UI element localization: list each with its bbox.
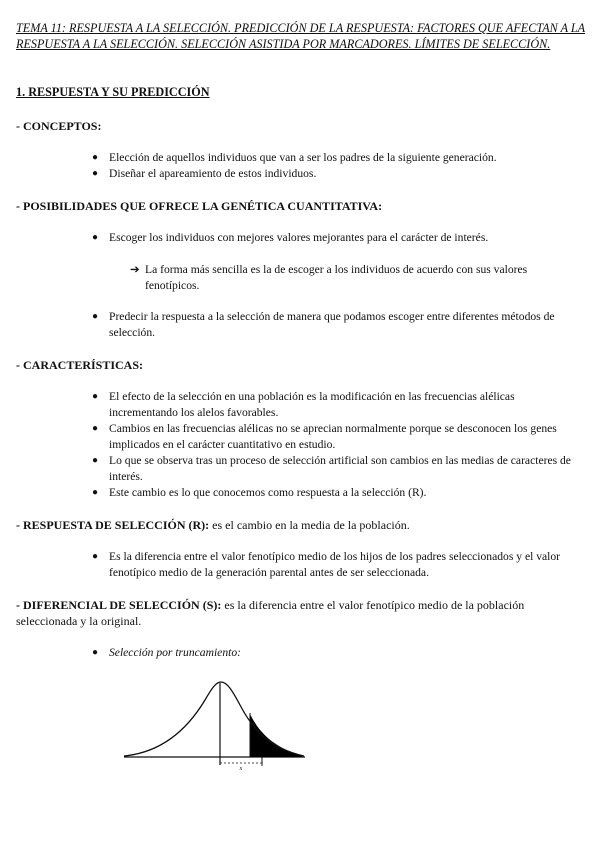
heading-respuesta-seleccion: - RESPUESTA DE SELECCIÓN (R): es el cambio en la media de la población. — [16, 518, 410, 532]
heading-diferencial-seleccion: - DIFERENCIAL DE SELECCIÓN (S): es la diferencia entre el valor fenotípico medio de la población seleccionada y la original. — [16, 598, 525, 628]
bullet-icon: ● — [92, 391, 99, 402]
bullet-icon: ● — [92, 647, 99, 658]
document-title: TEMA 11: RESPUESTA A LA SELECCIÓN. PREDICCIÓN DE LA RESPUESTA: FACTORES QUE AFECTAN A LA RESPUESTA A LA SELECCIÓN. SELECCIÓN ASISTIDA POR MARCADORES. LÍMITES DE SELECCIÓN. — [16, 21, 586, 51]
list-item: ● Este cambio es lo que conocemos como respuesta a la selección (R). — [92, 486, 427, 499]
figure-label: x — [239, 766, 243, 772]
section-heading-respuesta: 1. RESPUESTA Y SU PREDICCIÓN — [16, 85, 210, 99]
bullet-icon: ● — [92, 455, 99, 466]
bullet-icon: ● — [92, 232, 99, 243]
heading-conceptos: - CONCEPTOS: — [16, 119, 102, 133]
arrow-right-icon: ➔ — [130, 263, 140, 276]
bullet-icon: ● — [92, 551, 99, 562]
bullet-icon: ● — [92, 168, 99, 179]
heading-caracteristicas: - CARACTERÍSTICAS: — [16, 358, 144, 372]
bullet-icon: ● — [92, 311, 99, 322]
list-item: ● Predecir la respuesta a la selección de manera que podamos escoger entre diferentes métodos de selección. — [92, 310, 555, 339]
sub-list-item: ➔ La forma más sencilla es la de escoger a los individuos de acuerdo con sus valores fenotípicos. — [130, 263, 528, 292]
list-item: ● Elección de aquellos individuos que van a ser los padres de la siguiente generación. — [92, 151, 497, 164]
bullet-icon: ● — [92, 487, 99, 498]
list-item: ● Cambios en las frecuencias alélicas no se aprecian normalmente porque se desconocen los genes implicados en el carácter cuantitativo en estudio. — [92, 422, 557, 451]
list-item: ● El efecto de la selección en una población es la modificación en las frecuencias alélicas incrementando los alelos favorables. — [92, 390, 515, 419]
selected-tail-area — [250, 714, 302, 757]
bullet-icon: ● — [92, 423, 99, 434]
bullet-icon: ● — [92, 152, 99, 163]
list-item: ● Selección por truncamiento: — [92, 646, 242, 659]
list-item: ● Escoger los individuos con mejores valores mejorantes para el carácter de interés. — [92, 231, 489, 244]
list-item: ● Diseñar el apareamiento de estos individuos. — [92, 167, 317, 180]
list-item: ● Lo que se observa tras un proceso de selección artificial son cambios en las medias de caracteres de interés. — [92, 454, 571, 483]
list-item: ● Es la diferencia entre el valor fenotípico medio de los hijos de los padres seleccionados y el valor fenotípico medio de la generación parental antes de ser seleccionada. — [92, 550, 561, 579]
heading-posibilidades: - POSIBILIDADES QUE OFRECE LA GENÉTICA CUANTITATIVA: — [16, 199, 383, 213]
